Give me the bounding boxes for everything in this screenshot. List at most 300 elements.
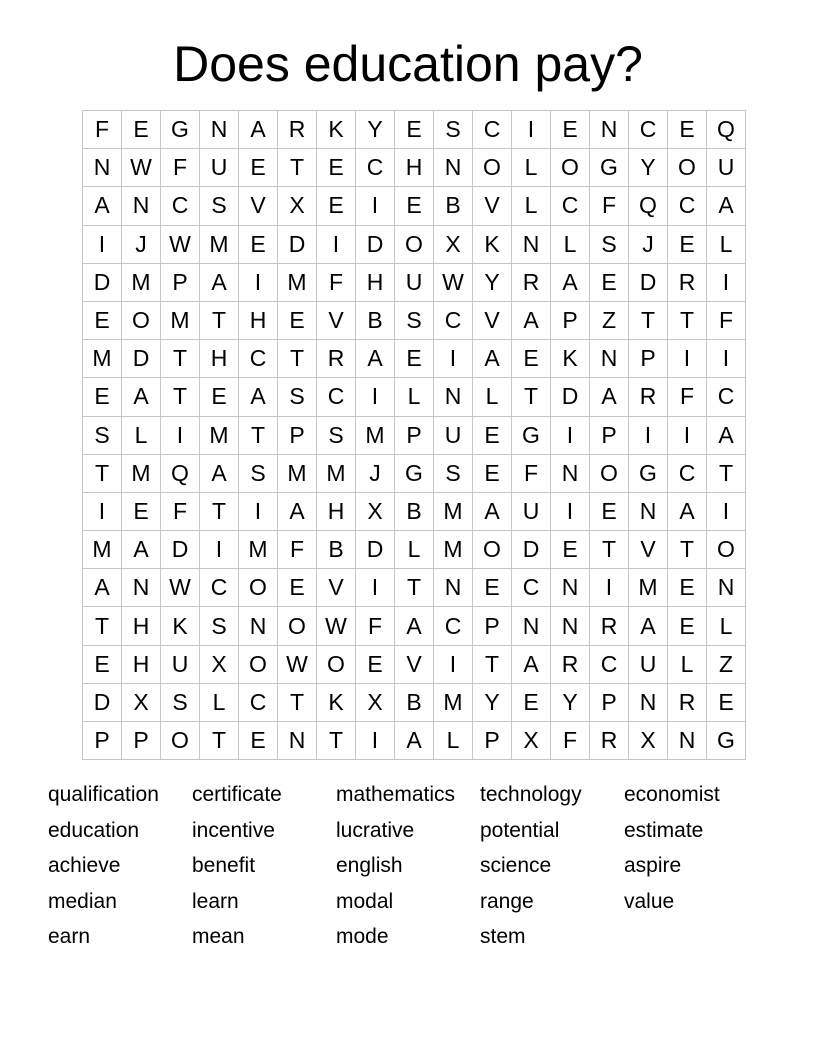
- grid-cell: C: [239, 683, 278, 721]
- grid-cell: D: [551, 378, 590, 416]
- grid-row: [83, 149, 746, 187]
- page-title: Does education pay?: [173, 36, 643, 92]
- grid-cell: M: [629, 569, 668, 607]
- grid-cell: E: [122, 111, 161, 149]
- grid-cell: D: [629, 263, 668, 301]
- grid-cell: E: [551, 531, 590, 569]
- word-search-grid: [82, 110, 746, 760]
- grid-cell: T: [278, 340, 317, 378]
- grid-cell: T: [590, 531, 629, 569]
- grid-cell: N: [83, 149, 122, 187]
- grid-cell: W: [434, 263, 473, 301]
- grid-cell: P: [551, 301, 590, 339]
- grid-row: [83, 683, 746, 721]
- grid-cell: X: [629, 722, 668, 760]
- grid-cell: S: [239, 454, 278, 492]
- grid-cell: M: [278, 454, 317, 492]
- grid-cell: U: [395, 263, 434, 301]
- grid-cell: A: [200, 263, 239, 301]
- grid-cell: X: [122, 683, 161, 721]
- grid-cell: U: [161, 645, 200, 683]
- grid-cell: E: [239, 722, 278, 760]
- grid-cell: O: [668, 149, 707, 187]
- grid-cell: O: [239, 569, 278, 607]
- grid-cell: Z: [590, 301, 629, 339]
- grid-cell: I: [161, 416, 200, 454]
- grid-cell: N: [668, 722, 707, 760]
- grid-cell: O: [590, 454, 629, 492]
- grid-cell: Y: [473, 683, 512, 721]
- grid-cell: G: [707, 722, 746, 760]
- grid-cell: M: [122, 454, 161, 492]
- grid-cell: D: [512, 531, 551, 569]
- grid-row: [83, 645, 746, 683]
- grid-cell: S: [83, 416, 122, 454]
- grid-cell: A: [473, 340, 512, 378]
- grid-cell: T: [161, 340, 200, 378]
- grid-cell: P: [278, 416, 317, 454]
- grid-cell: Q: [707, 111, 746, 149]
- grid-row: [83, 301, 746, 339]
- grid-cell: M: [317, 454, 356, 492]
- grid-cell: N: [434, 149, 473, 187]
- grid-cell: M: [434, 531, 473, 569]
- grid-cell: S: [317, 416, 356, 454]
- grid-cell: A: [629, 607, 668, 645]
- grid-cell: P: [122, 722, 161, 760]
- grid-cell: L: [512, 149, 551, 187]
- grid-cell: L: [707, 607, 746, 645]
- grid-cell: X: [434, 225, 473, 263]
- grid-cell: X: [278, 187, 317, 225]
- word-list-item: potential: [480, 818, 560, 842]
- grid-cell: R: [278, 111, 317, 149]
- grid-cell: H: [356, 263, 395, 301]
- grid-cell: L: [395, 378, 434, 416]
- grid-cell: I: [434, 645, 473, 683]
- grid-cell: H: [200, 340, 239, 378]
- grid-cell: A: [473, 492, 512, 530]
- grid-cell: G: [512, 416, 551, 454]
- grid-cell: N: [551, 569, 590, 607]
- grid-cell: O: [161, 722, 200, 760]
- grid-cell: S: [395, 301, 434, 339]
- grid-cell: L: [395, 531, 434, 569]
- grid-cell: O: [551, 149, 590, 187]
- grid-cell: V: [317, 569, 356, 607]
- grid-cell: C: [668, 454, 707, 492]
- grid-cell: M: [200, 416, 239, 454]
- grid-cell: H: [122, 645, 161, 683]
- grid-cell: R: [317, 340, 356, 378]
- grid-cell: R: [668, 263, 707, 301]
- grid-cell: D: [161, 531, 200, 569]
- grid-cell: L: [434, 722, 473, 760]
- grid-cell: E: [317, 187, 356, 225]
- grid-cell: C: [317, 378, 356, 416]
- grid-cell: I: [356, 187, 395, 225]
- grid-cell: S: [200, 607, 239, 645]
- grid-cell: B: [434, 187, 473, 225]
- grid-cell: I: [707, 340, 746, 378]
- grid-cell: E: [83, 301, 122, 339]
- grid-cell: G: [395, 454, 434, 492]
- grid-cell: D: [83, 263, 122, 301]
- grid-cell: F: [317, 263, 356, 301]
- word-list-item: technology: [480, 783, 582, 806]
- grid-cell: W: [122, 149, 161, 187]
- grid-cell: I: [200, 531, 239, 569]
- grid-cell: E: [356, 645, 395, 683]
- grid-cell: H: [395, 149, 434, 187]
- grid-row: [83, 569, 746, 607]
- grid-cell: I: [590, 569, 629, 607]
- grid-cell: A: [551, 263, 590, 301]
- grid-cell: K: [317, 683, 356, 721]
- grid-cell: E: [473, 454, 512, 492]
- grid-cell: R: [590, 722, 629, 760]
- grid-cell: E: [278, 569, 317, 607]
- grid-cell: M: [356, 416, 395, 454]
- grid-cell: L: [668, 645, 707, 683]
- grid-cell: I: [551, 416, 590, 454]
- grid-cell: N: [239, 607, 278, 645]
- grid-cell: O: [473, 149, 512, 187]
- grid-cell: A: [239, 111, 278, 149]
- grid-cell: T: [473, 645, 512, 683]
- grid-cell: E: [668, 569, 707, 607]
- grid-row: [83, 225, 746, 263]
- grid-cell: M: [83, 340, 122, 378]
- grid-cell: T: [239, 416, 278, 454]
- grid-cell: D: [356, 531, 395, 569]
- grid-cell: C: [668, 187, 707, 225]
- grid-cell: E: [239, 225, 278, 263]
- grid-cell: W: [161, 225, 200, 263]
- grid-row: [83, 607, 746, 645]
- grid-cell: K: [317, 111, 356, 149]
- grid-cell: S: [590, 225, 629, 263]
- grid-cell: F: [668, 378, 707, 416]
- grid-cell: C: [590, 645, 629, 683]
- grid-cell: T: [278, 683, 317, 721]
- grid-cell: R: [668, 683, 707, 721]
- grid-cell: E: [551, 111, 590, 149]
- grid-cell: U: [512, 492, 551, 530]
- grid-cell: X: [356, 683, 395, 721]
- grid-cell: I: [551, 492, 590, 530]
- grid-cell: E: [668, 607, 707, 645]
- grid-row: [83, 454, 746, 492]
- grid-cell: A: [590, 378, 629, 416]
- word-list-item: stem: [480, 925, 526, 948]
- grid-cell: C: [629, 111, 668, 149]
- word-list-item: earn: [48, 925, 91, 948]
- grid-cell: L: [473, 378, 512, 416]
- grid-cell: J: [356, 454, 395, 492]
- grid-cell: T: [707, 454, 746, 492]
- grid-cell: E: [590, 263, 629, 301]
- word-list-item: mathematics: [336, 783, 456, 806]
- grid-cell: E: [395, 111, 434, 149]
- word-list-item: english: [336, 854, 403, 877]
- word-list-item: modal: [336, 889, 394, 913]
- grid-cell: A: [512, 645, 551, 683]
- grid-cell: R: [512, 263, 551, 301]
- grid-cell: A: [278, 492, 317, 530]
- grid-cell: S: [278, 378, 317, 416]
- grid-cell: N: [629, 492, 668, 530]
- grid-cell: Z: [707, 645, 746, 683]
- grid-cell: N: [200, 111, 239, 149]
- grid-cell: F: [356, 607, 395, 645]
- grid-cell: E: [590, 492, 629, 530]
- grid-cell: I: [317, 225, 356, 263]
- grid-cell: N: [590, 111, 629, 149]
- grid-cell: T: [200, 492, 239, 530]
- grid-cell: C: [200, 569, 239, 607]
- grid-cell: A: [707, 187, 746, 225]
- grid-cell: S: [434, 111, 473, 149]
- grid-row: [83, 340, 746, 378]
- grid-cell: C: [551, 187, 590, 225]
- grid-cell: E: [395, 340, 434, 378]
- grid-cell: L: [122, 416, 161, 454]
- grid-cell: D: [83, 683, 122, 721]
- grid-cell: T: [83, 607, 122, 645]
- grid-cell: M: [200, 225, 239, 263]
- word-list-item: mean: [192, 925, 245, 948]
- grid-cell: D: [356, 225, 395, 263]
- grid-cell: I: [356, 569, 395, 607]
- grid-cell: P: [473, 607, 512, 645]
- grid-cell: C: [512, 569, 551, 607]
- grid-cell: E: [395, 187, 434, 225]
- grid-cell: P: [161, 263, 200, 301]
- grid-cell: A: [83, 187, 122, 225]
- grid-cell: A: [512, 301, 551, 339]
- grid-cell: X: [356, 492, 395, 530]
- grid-cell: W: [278, 645, 317, 683]
- grid-row: [83, 492, 746, 530]
- grid-cell: Y: [551, 683, 590, 721]
- grid-cell: M: [122, 263, 161, 301]
- word-list: [48, 780, 768, 958]
- grid-cell: X: [512, 722, 551, 760]
- grid-row: [83, 263, 746, 301]
- grid-cell: E: [239, 149, 278, 187]
- grid-cell: N: [122, 569, 161, 607]
- grid-cell: B: [317, 531, 356, 569]
- grid-cell: O: [122, 301, 161, 339]
- grid-cell: P: [629, 340, 668, 378]
- grid-cell: Y: [473, 263, 512, 301]
- word-list-item: benefit: [192, 854, 256, 877]
- grid-cell: R: [629, 378, 668, 416]
- grid-cell: N: [512, 607, 551, 645]
- grid-cell: I: [668, 340, 707, 378]
- grid-cell: U: [707, 149, 746, 187]
- grid-cell: M: [161, 301, 200, 339]
- grid-cell: T: [395, 569, 434, 607]
- grid-cell: C: [239, 340, 278, 378]
- grid-cell: Q: [629, 187, 668, 225]
- grid-cell: T: [278, 149, 317, 187]
- grid-cell: O: [239, 645, 278, 683]
- grid-cell: T: [200, 722, 239, 760]
- grid-cell: U: [434, 416, 473, 454]
- grid-cell: A: [83, 569, 122, 607]
- grid-cell: T: [668, 531, 707, 569]
- grid-cell: V: [317, 301, 356, 339]
- grid-cell: E: [200, 378, 239, 416]
- grid-cell: E: [668, 111, 707, 149]
- word-list-item: aspire: [624, 854, 682, 877]
- grid-cell: E: [317, 149, 356, 187]
- grid-cell: I: [512, 111, 551, 149]
- grid-cell: F: [551, 722, 590, 760]
- grid-cell: O: [278, 607, 317, 645]
- grid-cell: I: [434, 340, 473, 378]
- grid-cell: F: [512, 454, 551, 492]
- grid-cell: T: [629, 301, 668, 339]
- grid-cell: J: [122, 225, 161, 263]
- word-list-item: range: [480, 889, 534, 913]
- grid-cell: E: [278, 301, 317, 339]
- grid-cell: T: [161, 378, 200, 416]
- grid-cell: O: [317, 645, 356, 683]
- grid-cell: I: [83, 225, 122, 263]
- grid-cell: P: [473, 722, 512, 760]
- grid-cell: B: [395, 683, 434, 721]
- grid-cell: I: [356, 722, 395, 760]
- grid-cell: N: [629, 683, 668, 721]
- grid-cell: H: [122, 607, 161, 645]
- grid-cell: A: [395, 722, 434, 760]
- word-list-item: economist: [624, 783, 720, 806]
- grid-cell: E: [122, 492, 161, 530]
- grid-cell: T: [668, 301, 707, 339]
- grid-row: [83, 531, 746, 569]
- grid-cell: F: [161, 492, 200, 530]
- grid-cell: I: [707, 263, 746, 301]
- grid-cell: T: [317, 722, 356, 760]
- grid-cell: K: [551, 340, 590, 378]
- grid-cell: C: [356, 149, 395, 187]
- word-list-item: median: [48, 889, 117, 913]
- grid-cell: N: [707, 569, 746, 607]
- grid-cell: I: [356, 378, 395, 416]
- grid-cell: E: [668, 225, 707, 263]
- grid-cell: A: [200, 454, 239, 492]
- grid-cell: X: [200, 645, 239, 683]
- grid-cell: E: [473, 416, 512, 454]
- grid-cell: V: [239, 187, 278, 225]
- grid-cell: V: [473, 187, 512, 225]
- word-list-item: learn: [192, 889, 239, 913]
- grid-cell: L: [200, 683, 239, 721]
- grid-cell: A: [707, 416, 746, 454]
- grid-row: [83, 187, 746, 225]
- grid-cell: O: [395, 225, 434, 263]
- grid-cell: F: [161, 149, 200, 187]
- grid-cell: E: [512, 340, 551, 378]
- grid-cell: F: [278, 531, 317, 569]
- grid-cell: G: [161, 111, 200, 149]
- grid-cell: Y: [629, 149, 668, 187]
- grid-cell: E: [707, 683, 746, 721]
- grid-cell: A: [122, 378, 161, 416]
- grid-cell: V: [395, 645, 434, 683]
- grid-cell: N: [122, 187, 161, 225]
- grid-cell: H: [239, 301, 278, 339]
- grid-cell: H: [317, 492, 356, 530]
- grid-cell: S: [434, 454, 473, 492]
- grid-cell: M: [434, 683, 473, 721]
- word-list-item: qualification: [48, 783, 159, 806]
- grid-cell: K: [161, 607, 200, 645]
- grid-cell: A: [356, 340, 395, 378]
- grid-cell: U: [200, 149, 239, 187]
- grid-cell: V: [473, 301, 512, 339]
- grid-cell: I: [668, 416, 707, 454]
- grid-cell: L: [512, 187, 551, 225]
- grid-row: [83, 111, 746, 149]
- grid-cell: W: [161, 569, 200, 607]
- grid-cell: P: [395, 416, 434, 454]
- grid-cell: I: [239, 492, 278, 530]
- grid-cell: M: [278, 263, 317, 301]
- word-list-item: education: [48, 818, 140, 842]
- grid-cell: C: [161, 187, 200, 225]
- grid-cell: L: [551, 225, 590, 263]
- grid-cell: Y: [356, 111, 395, 149]
- grid-cell: N: [434, 569, 473, 607]
- word-list-item: science: [480, 854, 552, 877]
- grid-cell: A: [239, 378, 278, 416]
- grid-cell: E: [512, 683, 551, 721]
- word-list-item: incentive: [192, 818, 275, 842]
- grid-cell: N: [278, 722, 317, 760]
- grid-cell: T: [512, 378, 551, 416]
- grid-row: [83, 416, 746, 454]
- grid-row: [83, 722, 746, 760]
- grid-cell: P: [83, 722, 122, 760]
- word-list-item: mode: [336, 925, 389, 948]
- grid-cell: K: [473, 225, 512, 263]
- grid-cell: Q: [161, 454, 200, 492]
- word-list-item: estimate: [624, 818, 704, 842]
- grid-cell: B: [356, 301, 395, 339]
- grid-cell: A: [668, 492, 707, 530]
- grid-cell: G: [629, 454, 668, 492]
- grid-cell: F: [707, 301, 746, 339]
- grid-cell: A: [122, 531, 161, 569]
- grid-cell: R: [590, 607, 629, 645]
- grid-cell: I: [629, 416, 668, 454]
- grid-cell: C: [473, 111, 512, 149]
- grid-cell: E: [473, 569, 512, 607]
- grid-cell: W: [317, 607, 356, 645]
- grid-cell: N: [551, 454, 590, 492]
- grid-cell: I: [83, 492, 122, 530]
- grid-cell: E: [83, 645, 122, 683]
- word-list-item: lucrative: [336, 818, 415, 842]
- grid-cell: T: [83, 454, 122, 492]
- grid-cell: F: [83, 111, 122, 149]
- grid-cell: J: [629, 225, 668, 263]
- grid-cell: I: [239, 263, 278, 301]
